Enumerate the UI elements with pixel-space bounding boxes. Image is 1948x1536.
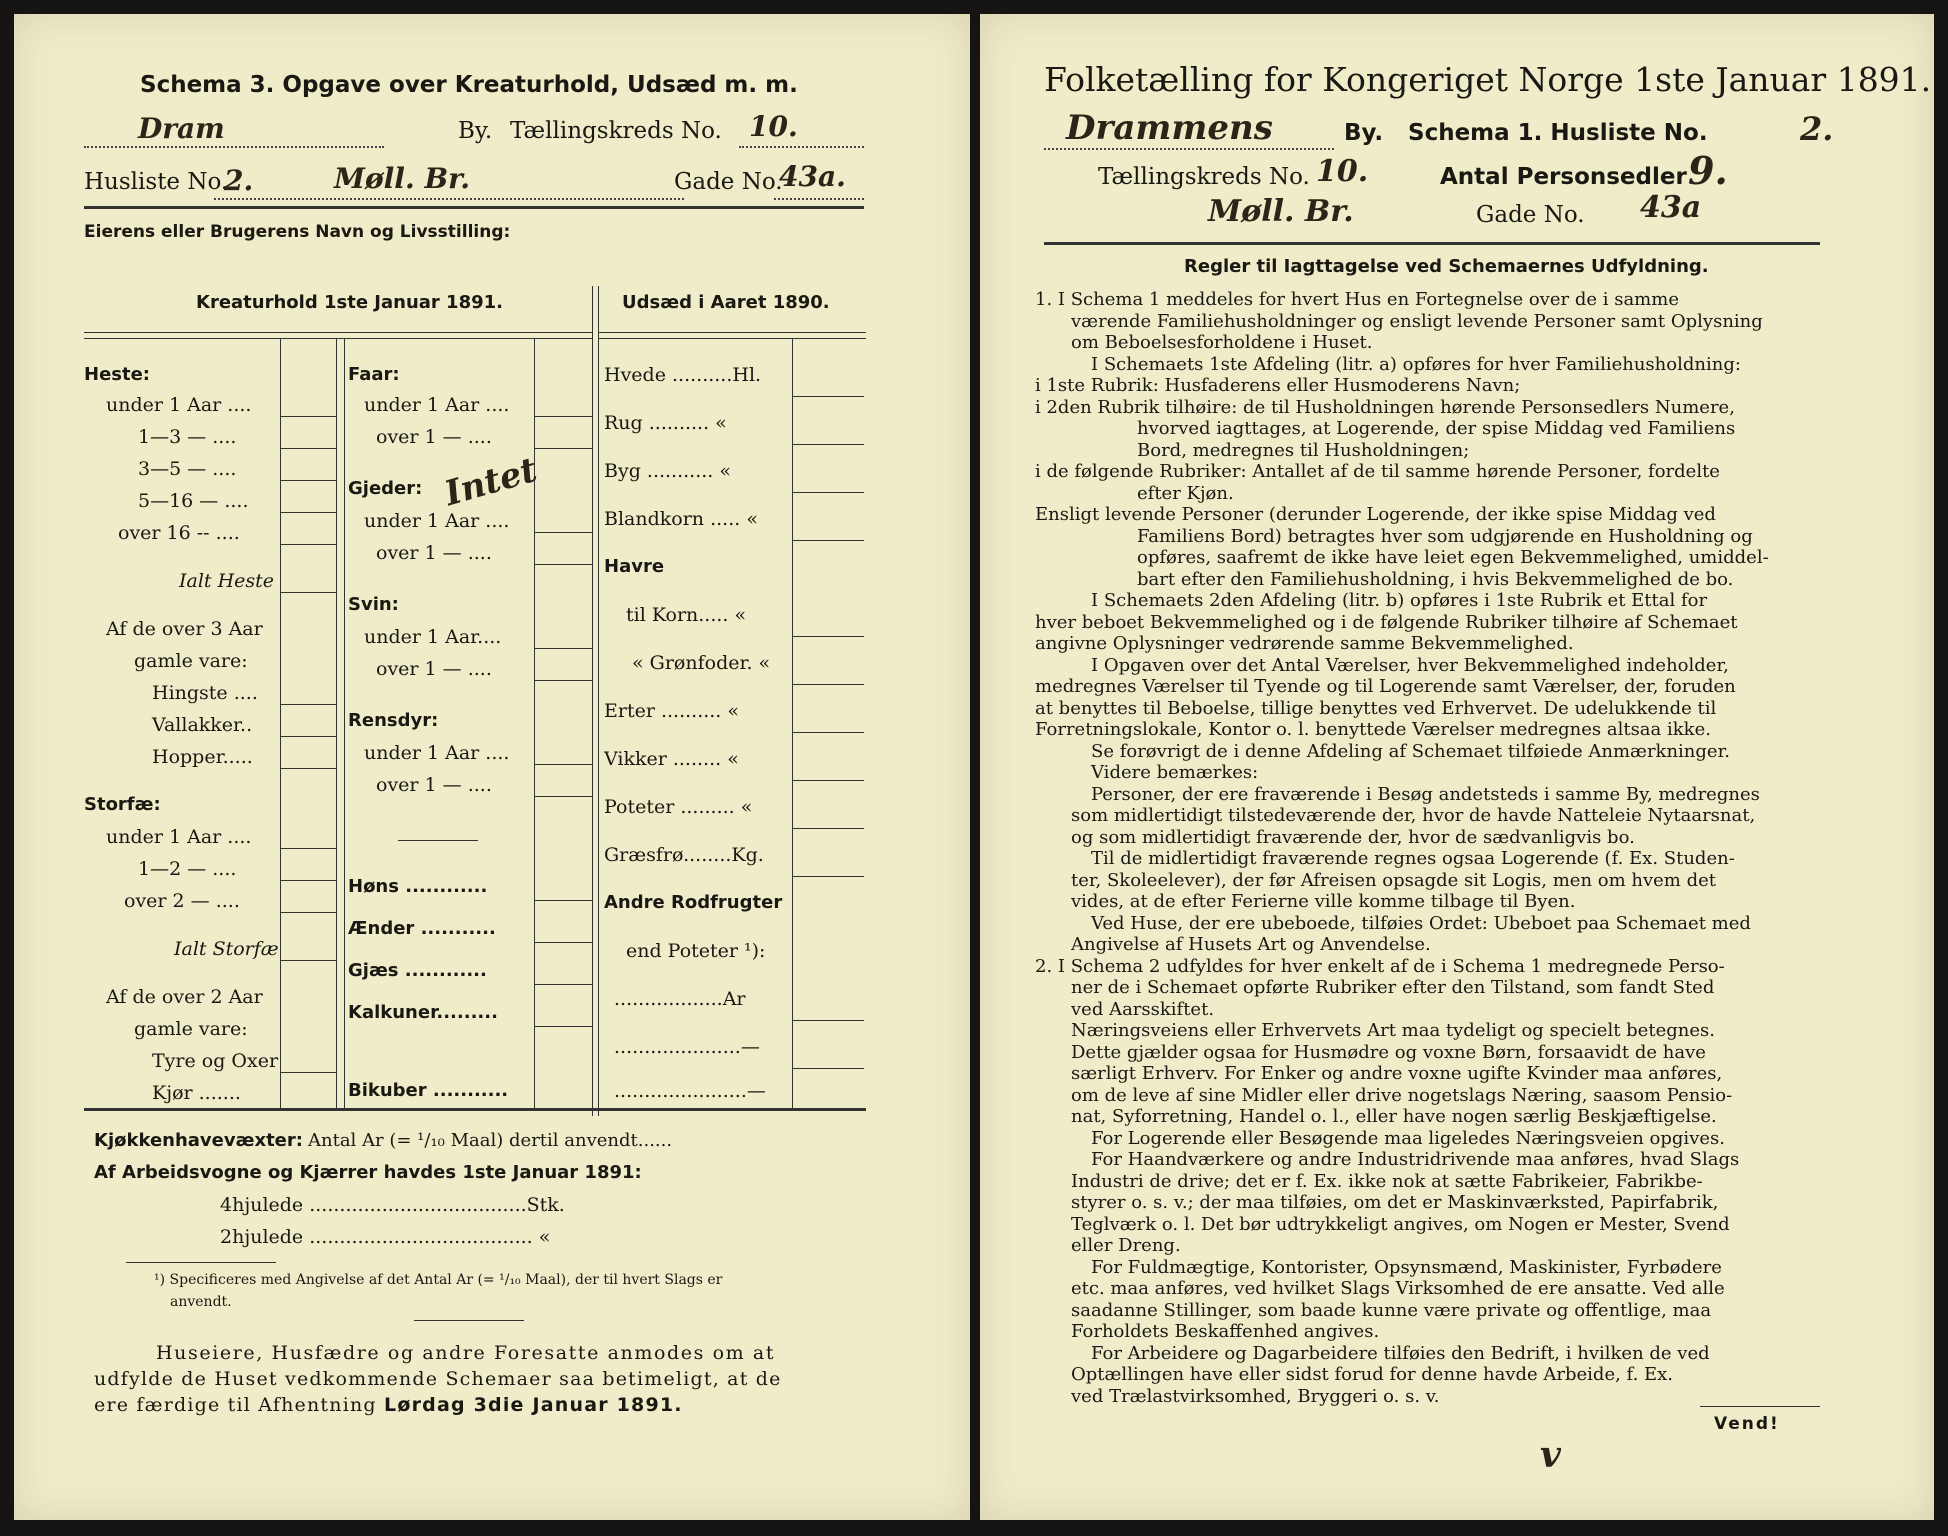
rensdyr-over-1: over 1 — ....: [376, 774, 492, 796]
vend-rule: [1700, 1406, 1820, 1407]
rod-row-3: ......................—: [614, 1080, 766, 1102]
c1-rule: [280, 736, 336, 737]
c2-rule: [534, 796, 592, 797]
vallakker: Vallakker..: [152, 714, 253, 736]
svin-under-1: under 1 Aar....: [364, 626, 502, 648]
heste-1-3: 1—3 — ....: [138, 426, 237, 448]
rule-line: For Fuldmægtige, Kontorister, Opsynsmænd, Maskinister, Fyrbødere: [1091, 1256, 1722, 1278]
rule-line: etc. maa anføres, ved hvilket Slags Virksomhed de ere ansatte. Ved alle: [1071, 1278, 1725, 1299]
checkmark: v: [1540, 1434, 1561, 1476]
rule-line: Personer, der ere fraværende i Besøg andetsteds i samme By, medregnes: [1091, 783, 1760, 805]
left-kreds-label: Tællingskreds No.: [510, 118, 722, 144]
gjeder-over-1: over 1 — ....: [376, 542, 492, 564]
heste-label: Heste:: [84, 364, 150, 385]
c2-rule: [534, 564, 592, 565]
svin-label: Svin:: [348, 594, 399, 615]
left-by-value: Dram: [138, 112, 225, 145]
rule-line: i 2den Rubrik tilhøire: de til Husholdningen hørende Personsedlers Numere,: [1035, 396, 1735, 418]
rule-line: 1. I Schema 1 meddeles for hvert Hus en Fortegnelse over de i samme: [1035, 289, 1679, 310]
rule-line: om Beboelsesforholdene i Huset.: [1071, 332, 1373, 353]
byg: Byg ........... «: [604, 460, 731, 482]
rule-line: 2. I Schema 2 udfyldes for hver enkelt af de i Schema 1 medregnede Perso-: [1035, 955, 1725, 977]
hingste: Hingste ....: [152, 682, 258, 704]
rule-line: i de følgende Rubriker: Antallet af de til samme hørende Personer, fordelte: [1035, 461, 1720, 482]
c2-rule: [534, 764, 592, 765]
heste-3-5: 3—5 — ....: [138, 458, 237, 480]
rule-line: For Logerende eller Besøgende maa ligeledes Næringsveien opgives.: [1091, 1127, 1725, 1149]
rule-line: Næringsveiens eller Erhvervets Art maa tydeligt og specielt betegnes.: [1071, 1020, 1715, 1041]
left-gade-value: 43a.: [779, 160, 846, 193]
hons: Høns ............: [348, 876, 488, 897]
udsaed-header-rule-2: [598, 338, 866, 339]
right-gade-value: 43a: [1640, 190, 1702, 225]
rule-line: Teglværk o. l. Det bør udtrykkeligt angives, om Nogen er Mester, Svend: [1071, 1213, 1730, 1235]
c1-rule: [280, 512, 336, 513]
havre-til-korn: til Korn..... «: [626, 604, 747, 626]
rule-line: medregnes Værelser til Tyende og til Logerende samt Værelser, der, foruden: [1035, 676, 1736, 697]
ialt-storfae: Ialt Storfæ: [174, 938, 279, 960]
c2-rule: [534, 900, 592, 901]
col1-value-right: [336, 338, 337, 1108]
rule-line: Forholdets Beskaffenhed angives.: [1071, 1321, 1380, 1342]
kreatur-header-rule-2: [84, 338, 592, 339]
c3-rule: [792, 780, 864, 781]
c2-rule: [534, 532, 592, 533]
rule-line: Familiens Bord) betragtes hver som udgjørende en Husholdning og: [1137, 525, 1753, 547]
c3-rule: [792, 492, 864, 493]
c3-rule: [792, 396, 864, 397]
hopper: Hopper.....: [152, 746, 253, 768]
rule-line: Til de midlertidigt fraværende regnes ogsaa Logerende (f. Ex. Studen-: [1091, 848, 1735, 869]
table-bottom-rule: [84, 1108, 866, 1111]
appeal-line-3: [94, 1394, 683, 1416]
gjeder-handwritten-note: Intet: [440, 449, 542, 515]
graesfro: Græsfrø........Kg.: [604, 844, 764, 866]
col2-mid-rule: [398, 840, 478, 841]
rule-line: opføres, saafremt de ikke have leiet egen Bekvemmelighed, umiddel-: [1137, 547, 1769, 568]
c1-rule: [280, 704, 336, 705]
hjulede-2: 2hjulede ..................................... «: [220, 1226, 551, 1248]
c1-rule: [280, 544, 336, 545]
hjulede-4: 4hjulede ....................................Stk.: [220, 1194, 565, 1216]
kjokkenhave-line: Kjøkkenhavevæxter:: [94, 1130, 303, 1151]
c3-rule: [792, 1068, 864, 1069]
end-poteter: end Poteter ¹):: [626, 940, 766, 962]
rule-line: Bord, medregnes til Husholdningen;: [1137, 439, 1470, 461]
svin-over-1: over 1 — ....: [376, 658, 492, 680]
rule-line: ter, Skoleelever), der før Afreisen opsagde sit Logis, men om hvem det: [1071, 869, 1717, 891]
c1-rule: [280, 768, 336, 769]
right-kreds-value: 10.: [1316, 154, 1369, 189]
rule-line: eller Dreng.: [1071, 1235, 1181, 1256]
faar-over-1: over 1 — ....: [376, 426, 492, 448]
left-gade-name: Møll. Br.: [334, 162, 471, 195]
hvede: Hvede ..........Hl.: [604, 364, 762, 386]
c3-rule: [792, 540, 864, 541]
rule-line: For Haandværkere og andre Industridrivende maa anføres, hvad Slags: [1091, 1149, 1740, 1170]
left-husliste-label: Husliste No.: [84, 169, 229, 195]
col3-value-left: [792, 338, 793, 1108]
gamle-vare-1: gamle vare:: [134, 650, 248, 672]
heste-5-16: 5—16 — ....: [138, 490, 249, 512]
vikker: Vikker ........ «: [604, 748, 739, 770]
af-de-over-2: Af de over 2 Aar: [106, 986, 263, 1008]
right-husliste-value: 2.: [1800, 110, 1834, 148]
c3-rule: [792, 828, 864, 829]
rule-line: I Schemaets 2den Afdeling (litr. b) opføres i 1ste Rubrik et Ettal for: [1091, 590, 1708, 611]
havre-gronfoder: « Grønfoder. «: [632, 652, 771, 674]
left-kreds-value: 10.: [749, 110, 798, 143]
appeal-line-1: Huseiere, Husfædre og andre Foresatte anmodes om at: [156, 1342, 776, 1364]
rule-line: Ensligt levende Personer (derunder Logerende, der ikke spise Middag ved: [1035, 504, 1716, 525]
rule-line: som midlertidigt tilstedeværende der, hvor de havde Natteleie Nytaarsnat,: [1071, 805, 1756, 826]
left-by-label: By.: [458, 118, 493, 144]
af-de-over-3: Af de over 3 Aar: [106, 618, 263, 640]
c1-rule: [280, 912, 336, 913]
poteter: Poteter ......... «: [604, 796, 753, 818]
storfae-over-2: over 2 — ....: [124, 890, 240, 912]
erter: Erter .......... «: [604, 700, 740, 722]
right-rule-top: [1044, 242, 1820, 245]
right-antal-label: Antal Personsedler: [1440, 164, 1687, 190]
rule-line: ner de i Schemaet opførte Rubriker efter den Tilstand, som fandt Sted: [1071, 977, 1715, 998]
rule-line: Se forøvrigt de i denne Afdeling af Schemaet tilføiede Anmærkninger.: [1091, 740, 1730, 762]
havre: Havre: [604, 556, 665, 577]
andre-rodfrugter: Andre Rodfrugter: [604, 892, 783, 913]
c1-rule: [280, 848, 336, 849]
right-antal-value: 9.: [1688, 148, 1728, 193]
c3-rule: [792, 732, 864, 733]
col2-value-left: [534, 338, 535, 1108]
appeal-date: Lørdag 3die Januar 1891.: [384, 1394, 683, 1416]
left-gade-label: Gade No.: [674, 169, 783, 195]
kjokkenhave-rest: Antal Ar (= ¹/₁₀ Maal) dertil anvendt......: [308, 1130, 673, 1151]
c3-rule: [792, 444, 864, 445]
rule-line: vides, at de efter Ferierne ville komme tilbage til Byen.: [1071, 891, 1576, 912]
rod-row-1: ..................Ar: [614, 988, 746, 1010]
rule-line: ved Trælastvirksomhed, Bryggeri o. s. v.: [1071, 1385, 1440, 1407]
rule-line: efter Kjøn.: [1137, 482, 1234, 504]
rule-line: i 1ste Rubrik: Husfaderens eller Husmoderens Navn;: [1035, 375, 1521, 396]
rod-row-2: .....................—: [614, 1036, 760, 1058]
gjeder-under-1: under 1 Aar ....: [364, 510, 510, 532]
rule-line: og som midlertidigt fraværende der, hvor de sædvanligvis bo.: [1071, 826, 1635, 848]
left-by-line: [84, 146, 384, 148]
ialt-heste: Ialt Heste: [179, 570, 275, 592]
kjor: Kjør .......: [152, 1082, 241, 1104]
footnote-rule: [126, 1262, 276, 1263]
table-divider-main-2: [598, 286, 599, 1116]
rule-line: I Schemaets 1ste Afdeling (litr. a) opføres for hver Familiehusholdning:: [1091, 353, 1741, 375]
kreatur-header-rule: [84, 332, 592, 333]
rule-line: Angivelse af Husets Art og Anvendelse.: [1071, 934, 1431, 955]
c2-rule: [534, 680, 592, 681]
rule-line: ved Aarsskiftet.: [1071, 998, 1215, 1020]
vend-label: Vend!: [1714, 1414, 1780, 1434]
right-by-label: By.: [1344, 120, 1384, 146]
c2-rule: [534, 416, 592, 417]
c1-rule: [280, 448, 336, 449]
kreatur-header: Kreaturhold 1ste Januar 1891.: [196, 292, 503, 313]
storfae-1-2: 1—2 — ....: [138, 858, 237, 880]
rules-title: Regler til Iagttagelse ved Schemaernes Udfyldning.: [1184, 256, 1709, 277]
left-rule-top: [84, 206, 864, 209]
rule-line: For Arbeidere og Dagarbeidere tilføies den Bedrift, i hvilken de ved: [1091, 1342, 1710, 1364]
storfae-label: Storfæ:: [84, 794, 161, 815]
rug: Rug .......... «: [604, 412, 727, 434]
right-by-value: Drammens: [1066, 108, 1273, 148]
left-gade-line: [774, 198, 864, 200]
rule-line: Videre bemærkes:: [1091, 762, 1259, 783]
table-divider-main: [592, 286, 593, 1116]
c2-rule: [534, 1026, 592, 1027]
storfae-under-1: under 1 Aar ....: [106, 826, 252, 848]
rules-body: [1035, 289, 1815, 1407]
tyre-og-oxer: Tyre og Oxer: [152, 1050, 279, 1072]
gjaes: Gjæs ............: [348, 960, 487, 981]
left-page-schema-3: [14, 14, 970, 1520]
rensdyr-under-1: under 1 Aar ....: [364, 742, 510, 764]
rule-line: Optællingen have eller sidst forud for denne havde Arbeide, f. Ex.: [1071, 1364, 1674, 1385]
left-kreds-line: [739, 146, 864, 148]
c3-rule: [792, 684, 864, 685]
c1-rule: [280, 480, 336, 481]
left-title: Schema 3. Opgave over Kreaturhold, Udsæd m. m.: [140, 72, 798, 98]
rule-line: Forretningslokale, Kontor o. l. benyttede Værelser medregnes altsaa ikke.: [1035, 719, 1711, 740]
c1-rule: [280, 592, 336, 593]
c1-rule: [280, 880, 336, 881]
left-husliste-line: [214, 198, 684, 200]
right-page-schema-1: [980, 14, 1934, 1520]
footnote-line-1: ¹) Specificeres med Angivelse af det Antal Ar (= ¹/₁₀ Maal), der til hvert Slags er: [154, 1272, 723, 1288]
udsaed-header: Udsæd i Aaret 1890.: [622, 292, 830, 313]
right-gade-label: Gade No.: [1476, 202, 1585, 228]
right-by-line: [1044, 148, 1334, 150]
blandkorn: Blandkorn ..... «: [604, 508, 758, 530]
rule-line: angivne Oplysninger vedrørende samme Bekvemmelighed.: [1035, 633, 1574, 654]
footnote-line-2: anvendt.: [170, 1294, 232, 1310]
arbeidsvogne-label: Af Arbeidsvogne og Kjærrer havdes 1ste Januar 1891:: [94, 1162, 642, 1183]
c3-rule: [792, 876, 864, 877]
kalkuner: Kalkuner.........: [348, 1002, 498, 1023]
rule-line: I Opgaven over det Antal Værelser, hver Bekvemmelighed indeholder,: [1091, 654, 1729, 676]
rule-line: om de leve af sine Midler eller drive nogetslags Næring, saasom Pensio-: [1071, 1084, 1733, 1106]
aender: Ænder ...........: [348, 918, 496, 939]
gjeder-label: Gjeder:: [348, 478, 423, 499]
c3-rule: [792, 636, 864, 637]
rensdyr-label: Rensdyr:: [348, 710, 439, 731]
right-kreds-label: Tællingskreds No.: [1098, 164, 1310, 190]
c2-rule: [534, 942, 592, 943]
rule-line: Ved Huse, der ere ubeboede, tilføies Ordet: Ubeboet paa Schemaet med: [1091, 912, 1751, 934]
heste-under-1: under 1 Aar ....: [106, 394, 252, 416]
rule-line: styrer o. s. v.; der maa tilføies, om det er Maskinværksted, Papirfabrik,: [1071, 1192, 1719, 1213]
right-title: Folketælling for Kongeriget Norge 1ste Januar 1891.: [1044, 60, 1932, 99]
appeal-line-2: udfylde de Huset vedkommende Schemaer saa betimeligt, at de: [94, 1368, 782, 1390]
col2-left: [344, 338, 345, 1108]
c1-rule: [280, 960, 336, 961]
c1-rule: [280, 1072, 336, 1073]
rule-line: hvorved iagttages, at Logerende, der spise Middag ved Familiens: [1137, 418, 1736, 439]
udsaed-header-rule: [598, 332, 866, 333]
appeal-line-3-text: ere færdige til Afhentning: [94, 1394, 377, 1416]
heste-over-16: over 16 -- ....: [118, 522, 240, 544]
right-gade-name: Møll. Br.: [1208, 194, 1354, 229]
c3-rule: [792, 1020, 864, 1021]
rule-line: Industri de drive; det er f. Ex. ikke nok at sætte Fabrikeier, Fabrikbe-: [1071, 1170, 1703, 1192]
rule-line: særligt Erhverv. For Enker og andre voxne ugifte Kvinder maa anføres,: [1071, 1063, 1723, 1084]
rule-line: hver beboet Bekvemmelighed og i de følgende Rubriker tilhøire af Schemaet: [1035, 611, 1738, 633]
faar-under-1: under 1 Aar ....: [364, 394, 510, 416]
gamle-vare-2: gamle vare:: [134, 1018, 248, 1040]
rule-line: Dette gjælder ogsaa for Husmødre og voxne Børn, forsaavidt de have: [1071, 1041, 1706, 1063]
rule-line: bart efter den Familiehusholdning, i hvis Bekvemmelighed de bo.: [1137, 568, 1734, 590]
c2-rule: [534, 984, 592, 985]
faar-label: Faar:: [348, 364, 400, 385]
rule-line: at benyttes til Beboelse, tillige benyttes ved Erhvervet. De udelukkende til: [1035, 697, 1717, 719]
bikuber: Bikuber ...........: [348, 1080, 509, 1101]
rule-line: nat, Syforretning, Handel o. l., eller have nogen særlig Beskjæftigelse.: [1071, 1106, 1717, 1127]
c2-rule: [534, 448, 592, 449]
owner-label: Eierens eller Brugerens Navn og Livsstilling:: [84, 222, 511, 242]
col1-value-left: [280, 338, 281, 1108]
appeal-rule: [414, 1320, 524, 1321]
rule-line: saadanne Stillinger, som baade kunne være private og offentlige, maa: [1071, 1299, 1712, 1321]
left-husliste-value: 2.: [224, 164, 254, 197]
right-schema-label: Schema 1. Husliste No.: [1408, 120, 1708, 146]
rule-line: værende Familiehusholdninger og ensligt levende Personer samt Oplysning: [1071, 310, 1763, 332]
c1-rule: [280, 416, 336, 417]
c2-rule: [534, 648, 592, 649]
